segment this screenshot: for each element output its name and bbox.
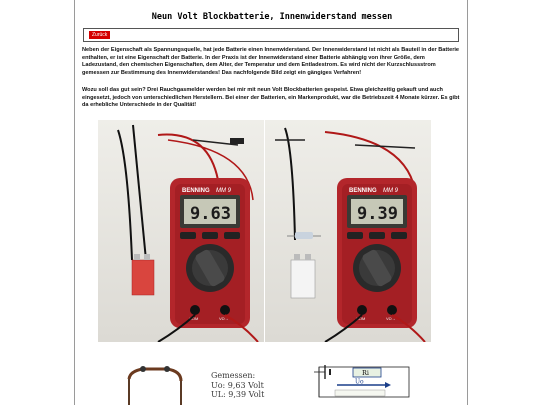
socket-com-label: COM — [356, 316, 366, 321]
bottom-illustrations — [75, 355, 469, 405]
meter-reading: 9.63 — [190, 204, 231, 224]
uo-label: Uo — [355, 378, 364, 386]
socket-v-label: VΩ→ — [386, 316, 396, 321]
intro-paragraph: Neben der Eigenschaft als Spannungsquelle, hat jede Batterie einen Innenwiderstand. Der Innenwiderstand ist nicht als Bauteil in der Batterie enthalten, er ist eine Eigenschaft der Batterie. In der Praxis ist der Innenwiderstand einer Batterie abhängig von ihrer Größe, dem Ladezustand, den chemischen Eigenschaften, dem Alter, der Temperatur und dem Entladestrom. Es wird nicht der Kurzschlussstrom gemessen zur Bestimmung des Innenwiderstandes! Das nachfolgende Bild zeigt ein gängiges Verfahren! — [82, 47, 460, 76]
page-content — [74, 0, 468, 405]
meter-reading: 9.39 — [357, 204, 398, 224]
measurement-values — [211, 371, 264, 400]
photo-measurement-2 — [265, 120, 431, 342]
meter-brand: BENNING — [349, 188, 377, 194]
socket-v-label: VΩ→ — [219, 316, 229, 321]
socket-com-label: COM — [189, 316, 199, 321]
measurement-ul: UL: 9,39 Volt — [211, 390, 265, 399]
meter-brand: BENNING — [182, 188, 210, 194]
back-button[interactable]: Zurück — [89, 31, 110, 39]
nav-bar — [83, 28, 459, 42]
photo-measurement-1 — [98, 120, 264, 342]
measurement-uo: Uo: 9,63 Volt — [211, 380, 264, 390]
circuit-diagram — [305, 357, 415, 405]
test-lead-image — [115, 359, 205, 405]
ri-label: Ri — [362, 369, 369, 377]
page-title: Neun Volt Blockbatterie, Innenwiderstand messen — [151, 12, 393, 22]
reason-paragraph: Wozu soll das gut sein? Drei Rauchgasmelder werden bei mir mit neun Volt Blockbatterien gespeist. Etwa gleichzeitig gekauft und auch eingesetzt, jedoch von unterschiedlichen Herstellern. Bei einer der Batterien, ein Markenprodukt, war die Betriebszeit 4 Monate kürzer. Es gibt da erhebliche Unterschiede in der Qualität! — [82, 87, 460, 109]
meter-model: MM 9 — [383, 188, 398, 194]
meter-model: MM 9 — [216, 188, 231, 194]
measurement-heading: Gemessen: — [211, 371, 256, 380]
